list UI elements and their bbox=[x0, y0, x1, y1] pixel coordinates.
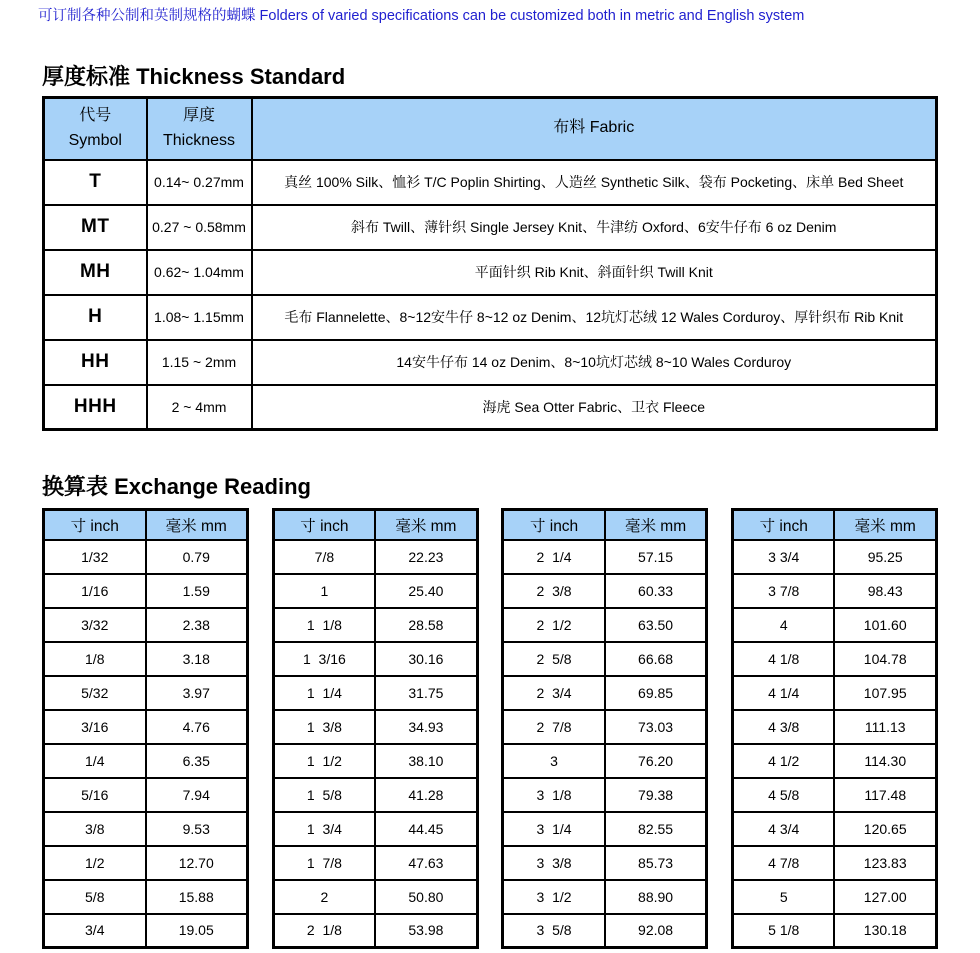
conversion-row bbox=[503, 608, 707, 642]
conversion-row bbox=[44, 846, 248, 880]
mm-cell: 88.90 bbox=[605, 880, 707, 914]
exchange-tables-group bbox=[42, 508, 938, 949]
conversion-row bbox=[732, 710, 936, 744]
mm-cell: 1.59 bbox=[146, 574, 248, 608]
thickness-row bbox=[44, 250, 937, 295]
inch-cell: 7/8 bbox=[273, 540, 375, 574]
mm-cell: 7.94 bbox=[146, 778, 248, 812]
inch-cell: 1 7/8 bbox=[273, 846, 375, 880]
mm-cell: 57.15 bbox=[605, 540, 707, 574]
symbol-cell: HHH bbox=[44, 385, 147, 430]
inch-cell: 3/8 bbox=[44, 812, 146, 846]
conversion-row bbox=[732, 812, 936, 846]
symbol-cell: HH bbox=[44, 340, 147, 385]
inch-cell: 1 1/2 bbox=[273, 744, 375, 778]
conversion-row bbox=[273, 676, 477, 710]
mm-cell: 38.10 bbox=[375, 744, 477, 778]
inch-cell: 4 5/8 bbox=[732, 778, 834, 812]
mm-column-header: 毫米 mm bbox=[605, 510, 707, 540]
mm-cell: 34.93 bbox=[375, 710, 477, 744]
inch-cell: 1 3/8 bbox=[273, 710, 375, 744]
conversion-row bbox=[44, 710, 248, 744]
exchange-table-2 bbox=[272, 508, 479, 949]
conversion-row bbox=[44, 812, 248, 846]
mm-cell: 3.18 bbox=[146, 642, 248, 676]
mm-cell: 95.25 bbox=[834, 540, 936, 574]
mm-cell: 3.97 bbox=[146, 676, 248, 710]
inch-cell: 4 3/8 bbox=[732, 710, 834, 744]
fabric-cell: 毛布 Flannelette、8~12安牛仔 8~12 oz Denim、12坑灯芯绒 12 Wales Corduroy、厚针织布 Rib Knit bbox=[252, 295, 937, 340]
conversion-row bbox=[503, 744, 707, 778]
conversion-row bbox=[732, 778, 936, 812]
conversion-row bbox=[273, 744, 477, 778]
conversion-row bbox=[503, 676, 707, 710]
mm-cell: 50.80 bbox=[375, 880, 477, 914]
thickness-header-en: Thickness bbox=[162, 131, 236, 149]
mm-cell: 114.30 bbox=[834, 744, 936, 778]
inch-cell: 3 7/8 bbox=[732, 574, 834, 608]
inch-column-header: 寸 inch bbox=[732, 510, 834, 540]
inch-cell: 2 1/2 bbox=[503, 608, 605, 642]
mm-cell: 85.73 bbox=[605, 846, 707, 880]
fabric-cell: 斜布 Twill、薄针织 Single Jersey Knit、牛津纺 Oxford、6安牛仔布 6 oz Denim bbox=[252, 205, 937, 250]
inch-cell: 5 bbox=[732, 880, 834, 914]
conversion-row bbox=[273, 608, 477, 642]
mm-cell: 111.13 bbox=[834, 710, 936, 744]
inch-cell: 1 1/8 bbox=[273, 608, 375, 642]
mm-cell: 4.76 bbox=[146, 710, 248, 744]
mm-cell: 123.83 bbox=[834, 846, 936, 880]
thickness-row bbox=[44, 295, 937, 340]
mm-cell: 101.60 bbox=[834, 608, 936, 642]
mm-cell: 117.48 bbox=[834, 778, 936, 812]
inch-cell: 1 3/16 bbox=[273, 642, 375, 676]
thickness-row bbox=[44, 160, 937, 205]
conversion-row bbox=[732, 540, 936, 574]
fabric-cell: 海虎 Sea Otter Fabric、卫衣 Fleece bbox=[252, 385, 937, 430]
mm-cell: 9.53 bbox=[146, 812, 248, 846]
thickness-cell: 2 ~ 4mm bbox=[147, 385, 252, 430]
conversion-row bbox=[732, 608, 936, 642]
mm-cell: 25.40 bbox=[375, 574, 477, 608]
mm-cell: 47.63 bbox=[375, 846, 477, 880]
conversion-row bbox=[44, 744, 248, 778]
conversion-row bbox=[273, 846, 477, 880]
symbol-cell: MT bbox=[44, 205, 147, 250]
exchange-header-row bbox=[44, 510, 248, 540]
mm-cell: 19.05 bbox=[146, 914, 248, 948]
mm-column-header: 毫米 mm bbox=[834, 510, 936, 540]
fabric-cell: 14安牛仔布 14 oz Denim、8~10坑灯芯绒 8~10 Wales Corduroy bbox=[252, 340, 937, 385]
symbol-cell: H bbox=[44, 295, 147, 340]
thickness-column-header bbox=[147, 98, 252, 160]
fabric-cell: 真丝 100% Silk、恤衫 T/C Poplin Shirting、人造丝 Synthetic Silk、袋布 Pocketing、床单 Bed Sheet bbox=[252, 160, 937, 205]
exchange-table-4 bbox=[731, 508, 938, 949]
exchange-table-1 bbox=[42, 508, 249, 949]
mm-cell: 0.79 bbox=[146, 540, 248, 574]
inch-cell: 2 3/8 bbox=[503, 574, 605, 608]
mm-cell: 60.33 bbox=[605, 574, 707, 608]
conversion-row bbox=[732, 574, 936, 608]
inch-cell: 1 3/4 bbox=[273, 812, 375, 846]
conversion-row bbox=[503, 540, 707, 574]
inch-cell: 1/16 bbox=[44, 574, 146, 608]
mm-cell: 120.65 bbox=[834, 812, 936, 846]
inch-cell: 5/32 bbox=[44, 676, 146, 710]
inch-column-header: 寸 inch bbox=[44, 510, 146, 540]
mm-column-header: 毫米 mm bbox=[146, 510, 248, 540]
inch-cell: 3 1/2 bbox=[503, 880, 605, 914]
inch-cell: 1 bbox=[273, 574, 375, 608]
fabric-cell: 平面针织 Rib Knit、斜面针织 Twill Knit bbox=[252, 250, 937, 295]
thickness-cell: 0.27 ~ 0.58mm bbox=[147, 205, 252, 250]
inch-cell: 4 bbox=[732, 608, 834, 642]
conversion-row bbox=[732, 914, 936, 948]
conversion-row bbox=[273, 540, 477, 574]
exchange-header-row bbox=[273, 510, 477, 540]
conversion-row bbox=[273, 574, 477, 608]
inch-cell: 2 3/4 bbox=[503, 676, 605, 710]
thickness-cell: 1.15 ~ 2mm bbox=[147, 340, 252, 385]
conversion-row bbox=[44, 642, 248, 676]
mm-cell: 15.88 bbox=[146, 880, 248, 914]
thickness-standard-title: 厚度标准 Thickness Standard bbox=[42, 64, 346, 89]
conversion-row bbox=[503, 880, 707, 914]
mm-cell: 130.18 bbox=[834, 914, 936, 948]
mm-cell: 28.58 bbox=[375, 608, 477, 642]
conversion-row bbox=[273, 642, 477, 676]
inch-cell: 2 7/8 bbox=[503, 710, 605, 744]
inch-cell: 3/16 bbox=[44, 710, 146, 744]
inch-cell: 3 bbox=[503, 744, 605, 778]
inch-cell: 2 5/8 bbox=[503, 642, 605, 676]
inch-cell: 3/4 bbox=[44, 914, 146, 948]
symbol-header-zh: 代号 bbox=[79, 106, 112, 124]
inch-cell: 1/32 bbox=[44, 540, 146, 574]
thickness-header-zh: 厚度 bbox=[182, 106, 215, 124]
exchange-header-row bbox=[503, 510, 707, 540]
mm-cell: 107.95 bbox=[834, 676, 936, 710]
inch-column-header: 寸 inch bbox=[503, 510, 605, 540]
inch-cell: 4 1/2 bbox=[732, 744, 834, 778]
mm-cell: 53.98 bbox=[375, 914, 477, 948]
conversion-row bbox=[273, 710, 477, 744]
inch-cell: 4 1/8 bbox=[732, 642, 834, 676]
inch-cell: 2 1/4 bbox=[503, 540, 605, 574]
conversion-row bbox=[503, 642, 707, 676]
mm-cell: 6.35 bbox=[146, 744, 248, 778]
inch-cell: 4 3/4 bbox=[732, 812, 834, 846]
conversion-row bbox=[503, 710, 707, 744]
exchange-header-row bbox=[732, 510, 936, 540]
exchange-table-3 bbox=[501, 508, 708, 949]
customization-note: 可订制各种公制和英制规格的蝴蝶 Folders of varied specifications can be customized both in metric and English system bbox=[38, 8, 805, 24]
symbol-column-header bbox=[44, 98, 147, 160]
conversion-row bbox=[44, 914, 248, 948]
mm-cell: 104.78 bbox=[834, 642, 936, 676]
inch-cell: 5 1/8 bbox=[732, 914, 834, 948]
thickness-row bbox=[44, 340, 937, 385]
thickness-cell: 0.62~ 1.04mm bbox=[147, 250, 252, 295]
inch-cell: 5/8 bbox=[44, 880, 146, 914]
inch-cell: 3 1/4 bbox=[503, 812, 605, 846]
fabric-column-header: 布料 Fabric bbox=[252, 98, 937, 160]
thickness-cell: 0.14~ 0.27mm bbox=[147, 160, 252, 205]
mm-cell: 63.50 bbox=[605, 608, 707, 642]
mm-cell: 82.55 bbox=[605, 812, 707, 846]
conversion-row bbox=[503, 914, 707, 948]
conversion-row bbox=[44, 778, 248, 812]
inch-cell: 2 bbox=[273, 880, 375, 914]
conversion-row bbox=[503, 778, 707, 812]
conversion-row bbox=[44, 574, 248, 608]
conversion-row bbox=[503, 812, 707, 846]
mm-cell: 79.38 bbox=[605, 778, 707, 812]
mm-cell: 69.85 bbox=[605, 676, 707, 710]
mm-cell: 30.16 bbox=[375, 642, 477, 676]
conversion-row bbox=[732, 744, 936, 778]
inch-cell: 3/32 bbox=[44, 608, 146, 642]
thickness-row bbox=[44, 205, 937, 250]
conversion-row bbox=[273, 812, 477, 846]
inch-cell: 2 1/8 bbox=[273, 914, 375, 948]
conversion-row bbox=[44, 608, 248, 642]
conversion-row bbox=[44, 540, 248, 574]
mm-cell: 92.08 bbox=[605, 914, 707, 948]
exchange-reading-title: 换算表 Exchange Reading bbox=[42, 474, 311, 499]
inch-cell: 3 3/4 bbox=[732, 540, 834, 574]
inch-cell: 1/4 bbox=[44, 744, 146, 778]
symbol-header-en: Symbol bbox=[68, 131, 122, 149]
mm-cell: 22.23 bbox=[375, 540, 477, 574]
mm-cell: 44.45 bbox=[375, 812, 477, 846]
inch-cell: 1 5/8 bbox=[273, 778, 375, 812]
conversion-row bbox=[732, 846, 936, 880]
inch-cell: 1/2 bbox=[44, 846, 146, 880]
mm-cell: 98.43 bbox=[834, 574, 936, 608]
inch-cell: 3 3/8 bbox=[503, 846, 605, 880]
mm-column-header: 毫米 mm bbox=[375, 510, 477, 540]
conversion-row bbox=[273, 914, 477, 948]
inch-column-header: 寸 inch bbox=[273, 510, 375, 540]
mm-cell: 41.28 bbox=[375, 778, 477, 812]
conversion-row bbox=[503, 846, 707, 880]
thickness-row bbox=[44, 385, 937, 430]
inch-cell: 3 5/8 bbox=[503, 914, 605, 948]
conversion-row bbox=[44, 880, 248, 914]
conversion-row bbox=[732, 880, 936, 914]
conversion-row bbox=[44, 676, 248, 710]
mm-cell: 2.38 bbox=[146, 608, 248, 642]
inch-cell: 4 1/4 bbox=[732, 676, 834, 710]
inch-cell: 4 7/8 bbox=[732, 846, 834, 880]
inch-cell: 3 1/8 bbox=[503, 778, 605, 812]
mm-cell: 66.68 bbox=[605, 642, 707, 676]
mm-cell: 76.20 bbox=[605, 744, 707, 778]
conversion-row bbox=[732, 642, 936, 676]
symbol-cell: T bbox=[44, 160, 147, 205]
mm-cell: 31.75 bbox=[375, 676, 477, 710]
inch-cell: 5/16 bbox=[44, 778, 146, 812]
mm-cell: 12.70 bbox=[146, 846, 248, 880]
thickness-cell: 1.08~ 1.15mm bbox=[147, 295, 252, 340]
thickness-standard-table bbox=[42, 96, 938, 431]
conversion-row bbox=[732, 676, 936, 710]
thickness-header-row bbox=[44, 98, 937, 160]
mm-cell: 73.03 bbox=[605, 710, 707, 744]
symbol-cell: MH bbox=[44, 250, 147, 295]
conversion-row bbox=[273, 778, 477, 812]
inch-cell: 1/8 bbox=[44, 642, 146, 676]
inch-cell: 1 1/4 bbox=[273, 676, 375, 710]
conversion-row bbox=[273, 880, 477, 914]
conversion-row bbox=[503, 574, 707, 608]
mm-cell: 127.00 bbox=[834, 880, 936, 914]
